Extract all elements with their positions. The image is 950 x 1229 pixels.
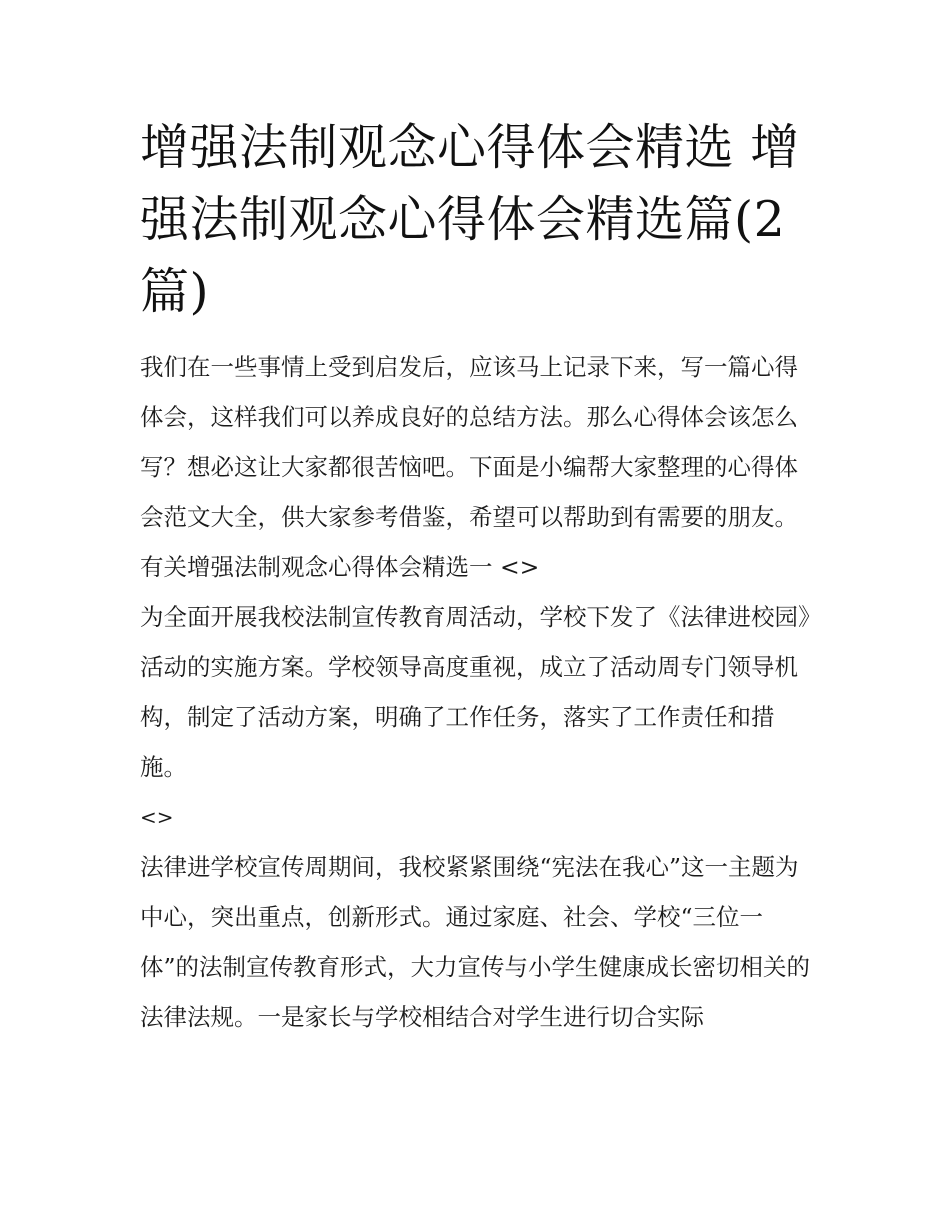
document-content: [140, 112, 820, 1042]
intro-paragraph: 我们在一些事情上受到启发后，应该马上记录下来，写一篇心得体会，这样我们可以养成良好的总结方法。那么心得体会该怎么写？想必这让大家都很苦恼吧。下面是小编帮大家整理的心得体会范文大全，供大家参考借鉴，希望可以帮助到有需要的朋友。: [140, 353, 798, 531]
section-paragraph-2: 法律进学校宣传周期间，我校紧紧围绕“宪法在我心”这一主题为中心，突出重点，创新形式。通过家庭、社会、学校“三位一体”的法制宣传教育形式，大力宣传与小学生健康成长密切相关的法律法规。一是家长与学校相结合对学生进行切合实际: [140, 853, 811, 1031]
document-title: 增强法制观念心得体会精选 增强法制观念心得体会精选篇(2篇): [140, 119, 800, 320]
section-heading: 有关增强法制观念心得体会精选一 <>: [140, 553, 540, 581]
section-marker: <>: [140, 805, 174, 829]
section-paragraph-1: 为全面开展我校法制宣传教育周活动，学校下发了《法律进校园》活动的实施方案。学校领导高度重视，成立了活动周专门领导机构，制定了活动方案，明确了工作任务，落实了工作责任和措施。: [140, 603, 810, 781]
